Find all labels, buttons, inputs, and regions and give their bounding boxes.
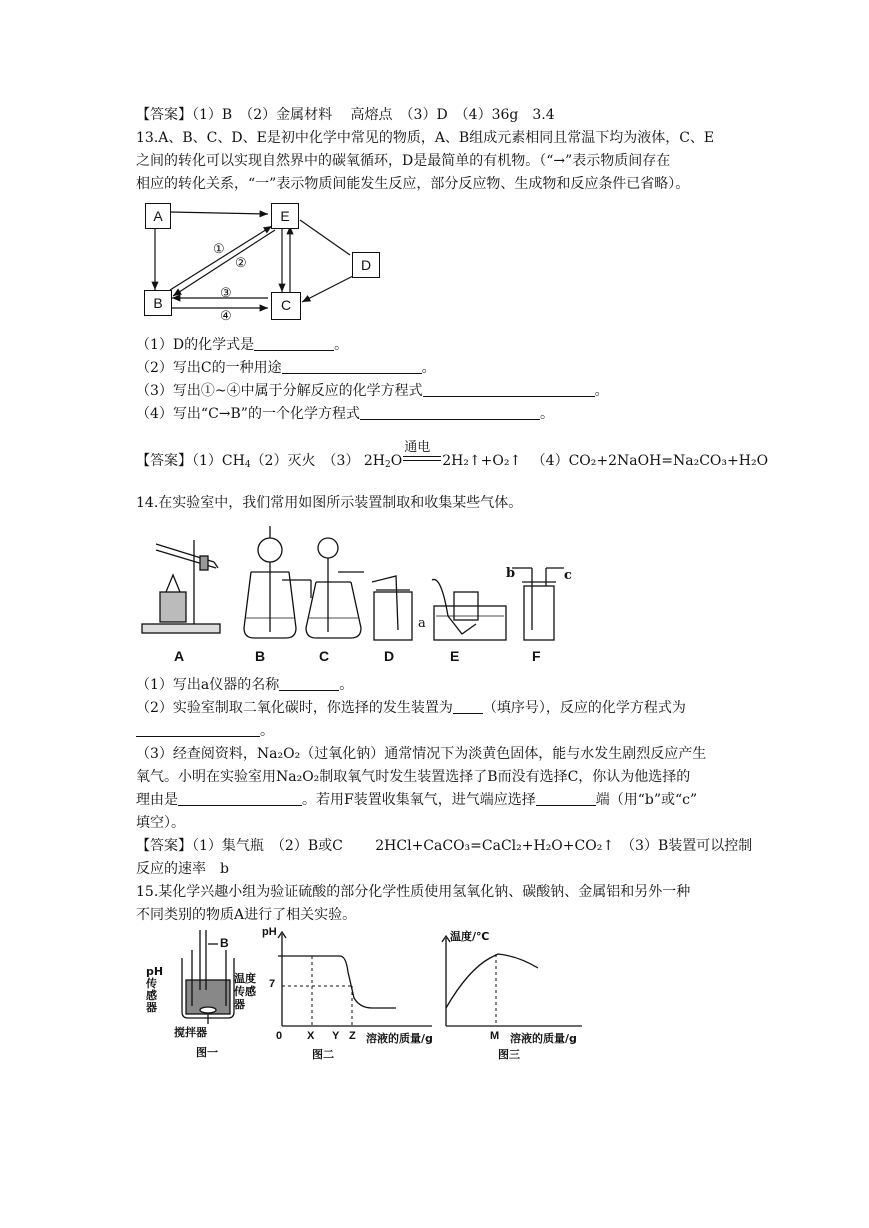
- label-circle-3: ③: [220, 286, 232, 301]
- q14-answer-line2: 反应的速率 b: [136, 861, 229, 877]
- fig3-xlabel: 溶液的质量/g: [510, 1032, 577, 1045]
- fig2-tick-y: Y: [332, 1030, 340, 1042]
- q13-sub1-end: 。: [334, 337, 349, 353]
- q13-stem-line1: 13.A、B、C、D、E是初中化学中常见的物质，A、B组成元素相同且常温下均为液体，C、E: [136, 130, 715, 146]
- node-a: A: [145, 203, 171, 229]
- fig2-xlabel: 溶液的质量/g: [366, 1032, 433, 1045]
- q14-sub3-l3c: 端（用“b”或“c”: [595, 792, 698, 808]
- apparatus-label-F: F: [532, 648, 541, 664]
- q15-stem-line1: 15.某化学兴趣小组为验证硫酸的部分化学性质使用氢氧化钠、碳酸钠、金属铝和另外一种: [136, 884, 691, 900]
- q13-sub4-text: （4）写出“C→B”的一个化学方程式: [136, 406, 360, 422]
- temp-sensor-line2: 传感: [234, 985, 256, 998]
- q13-answer-sub4: 4: [244, 460, 251, 470]
- eq3-sub: 2: [384, 460, 391, 470]
- q14-sub3-line2: 氧气。小明在实验室用Na₂O₂制取氧气时发生装置选择了B而没有选择C，你认为他选择的: [136, 769, 691, 785]
- arrow-b-to-e: [170, 226, 272, 290]
- apparatus-label-E: E: [450, 648, 460, 664]
- q13-sub3-blank[interactable]: [423, 382, 595, 397]
- q14-sub1-text: （1）写出a仪器的名称: [136, 677, 280, 693]
- ph-sensor-line4: 器: [146, 1001, 157, 1014]
- fig3-temp-curve: [446, 954, 538, 1008]
- ph-sensor-line3: 感: [146, 989, 157, 1002]
- q14-sub3-line3: [136, 791, 697, 809]
- q13-sub1-blank[interactable]: [254, 336, 334, 351]
- fig2-ph-curve: [278, 956, 396, 1008]
- eq3-condition-text: 通电: [404, 440, 431, 455]
- apparatus-label-D: D: [384, 648, 395, 664]
- fig1-temp-sensor-label: [234, 972, 256, 1011]
- q14-sub2: [136, 699, 686, 717]
- node-b: B: [144, 290, 172, 316]
- apparatus-label-a-tag: a: [418, 616, 426, 631]
- fig1-caption: 图一: [196, 1046, 218, 1059]
- apparatus-label-A: A: [174, 648, 185, 664]
- label-circle-4: ④: [220, 309, 232, 324]
- q13-eq3: [363, 440, 522, 474]
- q14-sub3-blank-2[interactable]: [536, 791, 596, 806]
- q13-sub2-end: 。: [421, 360, 436, 376]
- q14-sub2-mid: （填序号），反应的化学方程式为: [482, 700, 686, 716]
- q13-sub2-text: （2）写出C的一种用途: [136, 360, 282, 376]
- q13-sub1: [136, 336, 348, 354]
- arrow-a-to-e: [170, 212, 268, 214]
- q13-sub1-text: （1）D的化学式是: [136, 337, 255, 353]
- q15-figure-2: [256, 926, 436, 1062]
- q14-sub2-text: （2）实验室制取二氧化碳时，你选择的发生装置为: [136, 700, 453, 716]
- q13-sub3-end: 。: [594, 383, 609, 399]
- apparatus-label-c-tag: c: [564, 568, 572, 583]
- node-d: D: [352, 252, 380, 278]
- q14-sub3-l3b: 。若用F装置收集氧气，进气端应选择: [302, 792, 536, 808]
- q14-sub2-blank-1[interactable]: [453, 699, 483, 714]
- fig2-ylabel: pH: [262, 926, 277, 938]
- fig2-tick-x: X: [307, 1030, 315, 1042]
- fig2-tick-z: Z: [349, 1030, 356, 1042]
- q15-figure-1: [146, 930, 266, 1060]
- q13-sub3-text: （3）写出①~④中属于分解反应的化学方程式: [136, 383, 423, 399]
- eq3-condition: [402, 440, 442, 470]
- q14-apparatus-figure: [136, 520, 588, 668]
- q14-apparatus-drawing: [136, 520, 588, 668]
- eq3-right: 2H₂↑+O₂↑: [442, 453, 522, 469]
- apparatus-label-C: C: [319, 648, 330, 664]
- fig2-caption: 图二: [312, 1048, 334, 1061]
- line-e-d: [300, 220, 350, 255]
- eq3-left: 2H: [363, 453, 385, 469]
- q14-sub2-end: 。: [260, 723, 274, 739]
- fig2-ph-chart: [256, 926, 436, 1036]
- q13-stem-line3: 相应的转化关系，“一”表示物质间能发生反应，部分反应物、生成物和反应条件已省略）。: [136, 176, 690, 192]
- q13-answer-prefix: 【答案】（1）CH: [136, 453, 245, 469]
- q14-sub1-blank[interactable]: [279, 676, 339, 691]
- fig2-tick-0: 0: [276, 1030, 283, 1042]
- q15-stem-line2: 不同类别的物质A进行了相关实验。: [136, 907, 357, 923]
- q14-sub3-line4: 填空）。: [136, 815, 185, 831]
- fig1-ph-sensor-label: [146, 966, 163, 1014]
- fig1-label-b: B: [220, 936, 229, 950]
- q13-answer-a4: （4）CO₂+2NaOH=Na₂CO₃+H₂O: [531, 453, 769, 469]
- q14-sub1-end: 。: [339, 677, 354, 693]
- q14-answer-line1: 【答案】（1）集气瓶 （2）B或C 2HCl+CaCO₃=CaCl₂+H₂O+CO₂↑ （3）B装置可以控制: [136, 838, 753, 854]
- node-c: C: [271, 292, 301, 320]
- fig3-ylabel: 温度/℃: [450, 930, 490, 943]
- arrow-d-to-c: [302, 276, 353, 302]
- q14-sub3-line1: （3）经查阅资料，Na₂O₂（过氧化钠）通常情况下为淡黄色固体，能与水发生剧烈反应产生: [136, 746, 707, 762]
- node-e: E: [271, 203, 299, 229]
- temp-sensor-line1: 温度: [234, 972, 256, 985]
- q14-sub3-l3a: 理由是: [136, 792, 178, 808]
- q14-sub2-cont: [136, 722, 274, 740]
- q14-sub2-blank-2[interactable]: [136, 722, 260, 737]
- fig3-tick-m: M: [490, 1030, 500, 1042]
- q14-sub3-blank-1[interactable]: [178, 791, 302, 806]
- q13-sub4-end: 。: [539, 406, 554, 422]
- q13-stem-line2: 之间的转化可以实现自然界中的碳氧循环，D是最简单的有机物。（“→”表示物质间存在: [136, 153, 671, 169]
- ph-sensor-line1: pH: [146, 965, 164, 978]
- q13-answer-a2: （2）灭火 （3）: [250, 453, 360, 469]
- eq3-o: O: [390, 453, 403, 469]
- label-circle-2: ②: [235, 256, 247, 271]
- q13-sub4-blank[interactable]: [360, 405, 540, 420]
- q14-stem: 14.在实验室中，我们常用如图所示装置制取和收集某些气体。: [136, 495, 523, 511]
- q13-sub2: [136, 359, 436, 377]
- ph-sensor-line2: 传: [146, 977, 157, 990]
- q13-sub3: [136, 382, 609, 400]
- fig1-stirrer-label: 搅拌器: [174, 1026, 207, 1039]
- answer-q12: 【答案】（1）B （2）金属材料 高熔点 （3）D （4）36g 3.4: [136, 107, 555, 123]
- fig3-caption: 图三: [498, 1048, 520, 1061]
- q13-sub2-blank[interactable]: [282, 359, 422, 374]
- fig2-label-7: 7: [269, 978, 276, 990]
- apparatus-label-B: B: [255, 648, 266, 664]
- q13-answer: [136, 440, 769, 474]
- q15-figure-3: [428, 926, 588, 1062]
- temp-sensor-line3: 器: [234, 998, 245, 1011]
- q13-sub4: [136, 405, 554, 423]
- q13-relation-diagram: [140, 200, 400, 325]
- label-circle-1: ①: [213, 242, 225, 257]
- q14-sub1: [136, 676, 353, 694]
- apparatus-label-b-tag: b: [506, 566, 516, 581]
